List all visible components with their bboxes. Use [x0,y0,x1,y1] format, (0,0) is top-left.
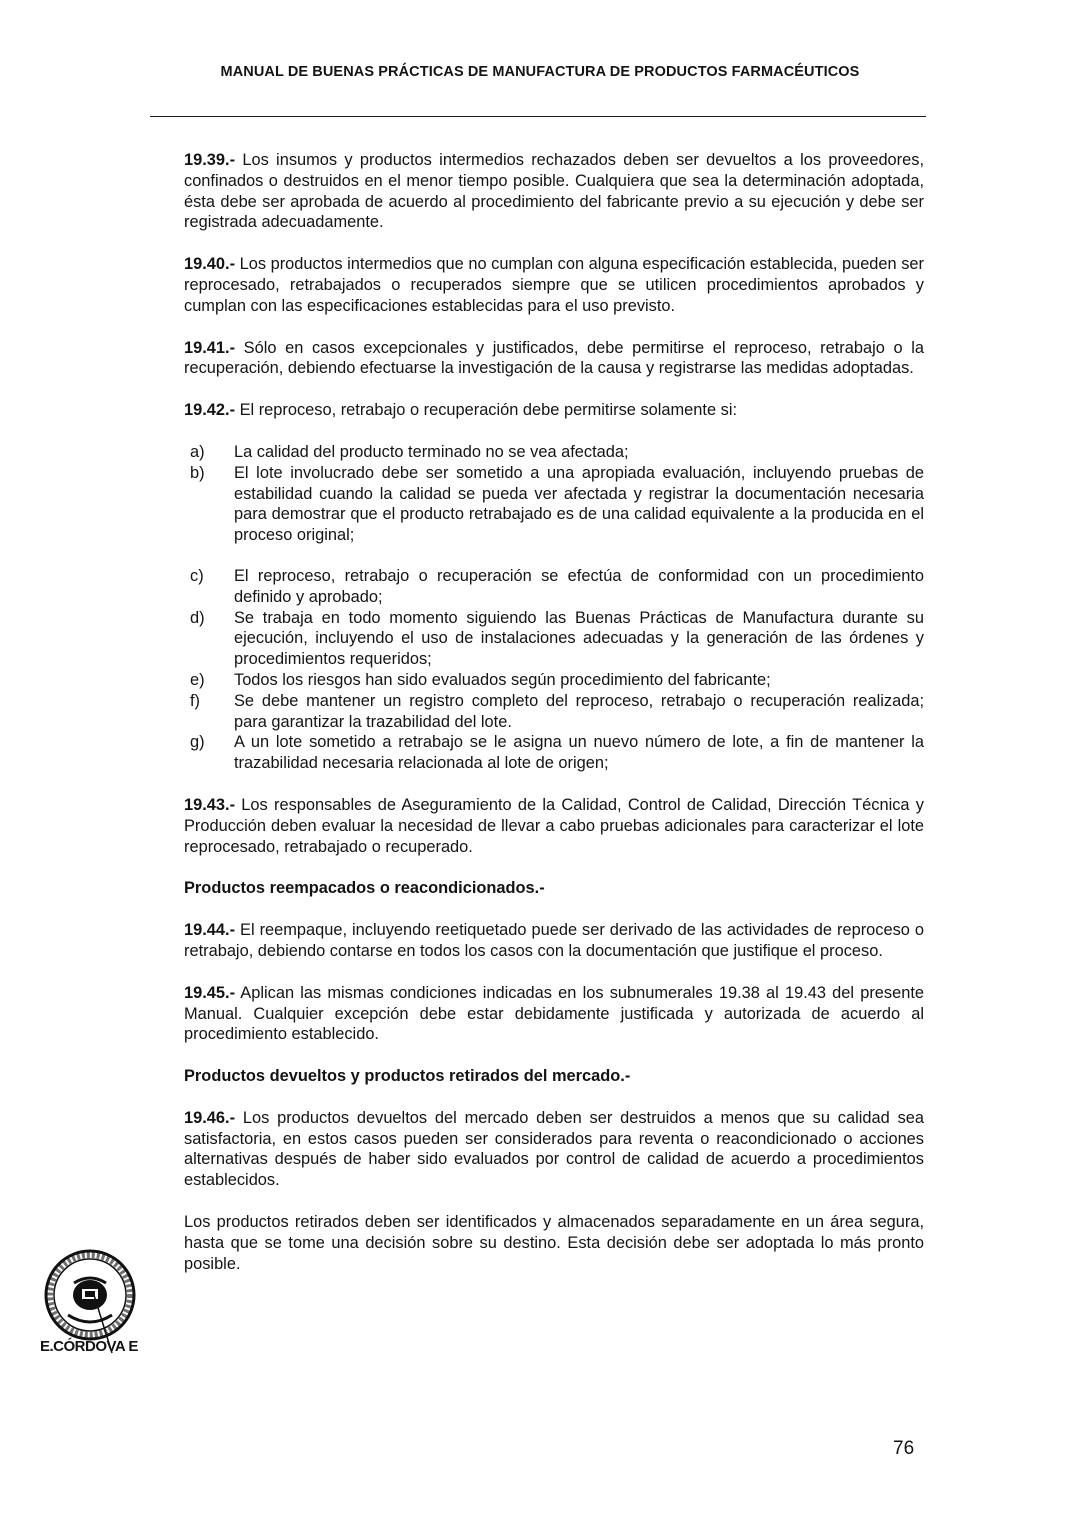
section-text: Los responsables de Aseguramiento de la Calidad, Control de Calidad, Dirección Técnica y Producción deben evaluar la necesidad de llevar a cabo pruebas adicionales para caracterizar el lote reprocesado, retrabajado o recuperado. [184,795,924,856]
list-item-letter: g) [190,733,205,752]
section-19-41 [184,338,924,380]
section-number: 19.45.- [184,983,236,1002]
section-heading-returned: Productos devueltos y productos retirados del mercado.- [184,1067,631,1086]
section-text: Los productos devueltos del mercado deben ser destruidos a menos que su calidad sea satisfactoria, en estos casos pueden ser considerados para reventa o reacondicionado o acciones alternativas después de haber sido evaluados por control de calidad de acuerdo a procedimientos establecidos. [184,1108,924,1190]
section-19-46 [184,1108,924,1191]
list-item [184,608,924,670]
section-19-39 [184,150,924,233]
list-item-text: La calidad del producto terminado no se vea afectada; [234,442,629,461]
section-text: Sólo en casos excepcionales y justificados, debe permitirse el reproceso, retrabajo o la recuperación, debiendo efectuarse la investigación de la causa y registrarse las medidas adoptadas. [184,338,924,378]
list-item-text: El reproceso, retrabajo o recuperación se efectúa de conformidad con un procedimiento definido y aprobado; [234,566,924,606]
section-text: Aplican las mismas condiciones indicadas en los subnumerales 19.38 al 19.43 del presente Manual. Cualquier excepción debe estar debidamente justificada y autorizada de acuerdo al procedimiento establecido. [184,983,924,1044]
list-item-letter: a) [190,442,205,461]
section-19-45 [184,983,924,1045]
list-item-text: El lote involucrado debe ser sometido a una apropiada evaluación, incluyendo pruebas de estabilidad cuando la calidad se pueda ver afectada y registrar la documentación necesaria para demostrar que el producto retrabajado es de una calidad equivalente a la producida en el proceso original; [234,463,924,545]
list-item [184,442,924,463]
list-item-text: Todos los riesgos han sido evaluados según procedimiento del fabricante; [234,670,771,689]
list-item [184,463,924,546]
list-item-letter: c) [190,566,204,585]
section-number: 19.40.- [184,255,236,274]
page-header: MANUAL DE BUENAS PRÁCTICAS DE MANUFACTURA DE PRODUCTOS FARMACÉUTICOS [220,64,860,80]
list-item-letter: d) [190,608,205,627]
section-heading-repackaged: Productos reempacados o reacondicionados.- [184,879,545,898]
section-number: 19.43.- [184,795,236,814]
section-number: 19.42.- [184,401,236,420]
document-body [184,150,924,1295]
section-19-40 [184,254,924,316]
list-item [184,566,924,608]
section-19-43 [184,795,924,857]
list-item-text: A un lote sometido a retrabajo se le asigna un nuevo número de lote, a fin de mantener la trazabilidad necesaria relacionada al lote de origen; [234,733,924,773]
conditions-list [184,442,924,774]
list-item-text: Se trabaja en todo momento siguiendo las Buenas Prácticas de Manufactura durante su ejecución, incluyendo el uso de instalaciones adecuadas y la generación de las órdenes y procedimientos requeridos; [234,608,924,669]
section-19-42 [184,400,924,421]
section-19-44 [184,920,924,962]
section-number: 19.39.- [184,151,236,169]
section-text: Los productos intermedios que no cumplan con alguna especificación establecida, pueden ser reprocesado, retrabajados o recuperados siempre que se utilicen procedimientos aprobados y cumplan con las especificaciones establecidas para el uso previsto. [184,255,924,315]
section-number: 19.41.- [184,338,236,357]
section-text: El reproceso, retrabajo o recuperación debe permitirse solamente si: [235,401,738,420]
page-number: 76 [893,1438,915,1459]
section-text: Los insumos y productos intermedios rechazados deben ser devueltos a los proveedores, confinados o destruidos en el menor tiempo posible. Cualquiera que sea la determinación adoptada, ésta debe ser aprobada de acuerdo al procedimiento del fabricante previo a su ejecución y debe ser registrada adecuadamente. [184,151,924,232]
list-item [184,691,924,733]
list-item-text: Se debe mantener un registro completo del reproceso, retrabajo o recuperación realizada; para garantizar la trazabilidad del lote. [234,691,924,731]
section-number: 19.44.- [184,921,236,940]
final-paragraph: Los productos retirados deben ser identificados y almacenados separadamente en un área segura, hasta que se tome una decisión sobre su destino. Esta decisión debe ser adoptada lo más pronto posible. [184,1213,924,1273]
header-divider [150,116,926,117]
list-item-letter: b) [190,463,205,482]
stamp-name: E.CÓRDOVA E [40,1338,138,1355]
list-item-letter: e) [190,670,205,689]
section-text: El reempaque, incluyendo reetiquetado puede ser derivado de las actividades de reproceso o retrabajo, debiendo contarse en todos los casos con la documentación que justifique el proceso. [184,921,924,960]
section-number: 19.46.- [184,1108,236,1127]
list-item [184,670,924,691]
list-item-letter: f) [190,691,201,710]
list-item [184,732,924,774]
